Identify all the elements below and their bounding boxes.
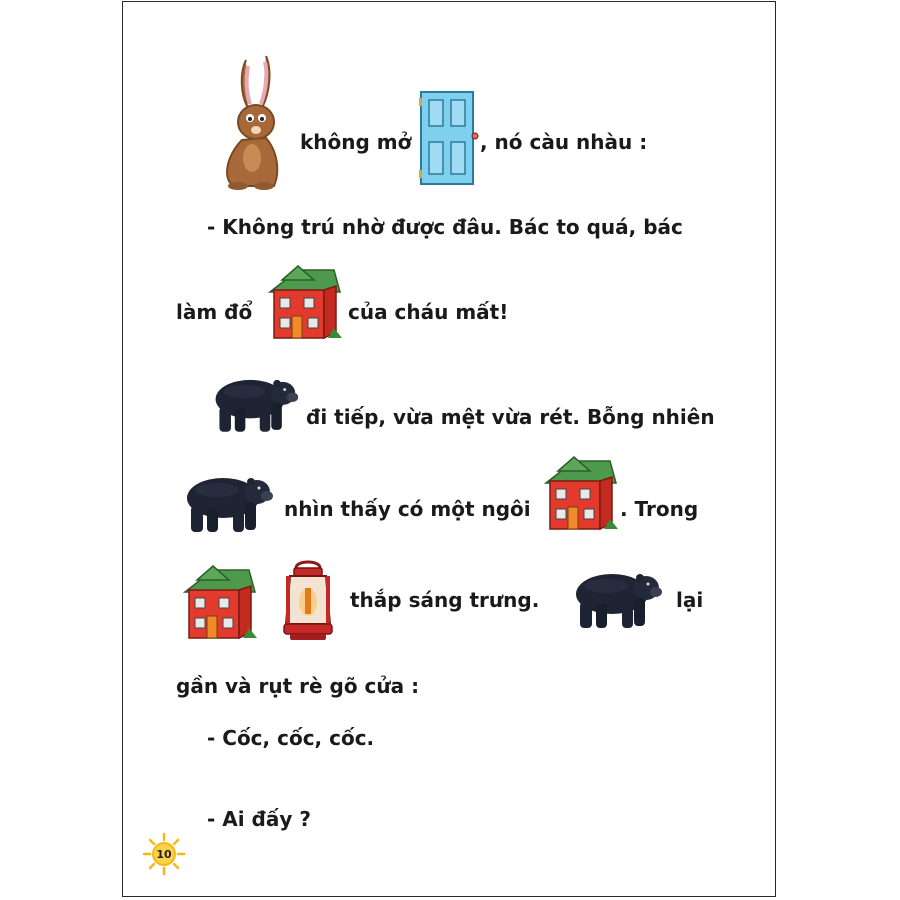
story-line-6: [350, 588, 539, 612]
story-text: thắp sáng trưng.: [350, 588, 540, 612]
story-text: - Cốc, cốc, cốc.: [207, 726, 375, 750]
story-line-3-tail: [348, 300, 508, 324]
house-icon: [540, 453, 620, 533]
story-line-1: [300, 130, 411, 154]
bear-icon: [566, 562, 666, 632]
story-text: , nó càu nhàu :: [480, 130, 648, 154]
story-text: đi tiếp, vừa mệt vừa rét. Bỗng nhiên: [306, 405, 715, 429]
door-icon: [417, 88, 479, 188]
story-text: - Không trú nhờ được đâu. Bác to quá, bác: [207, 215, 683, 239]
page-number: 10: [156, 847, 172, 861]
bear-icon: [177, 466, 277, 536]
story-line-3: [176, 300, 252, 324]
story-line-1-tail: [480, 130, 647, 154]
story-line-4: [306, 405, 715, 429]
house-icon: [179, 562, 259, 642]
story-text: lại: [676, 588, 704, 612]
story-line-2: [207, 215, 683, 239]
bear-icon: [206, 368, 302, 436]
house-icon: [264, 262, 344, 342]
story-line-7: [176, 674, 419, 698]
story-text: của cháu mất!: [348, 300, 509, 324]
story-line-6-tail: [676, 588, 703, 612]
story-line-8: [207, 726, 374, 750]
story-line-5-tail: [620, 497, 698, 521]
rabbit-icon: [218, 52, 284, 190]
lantern-icon: [280, 558, 336, 644]
story-text: làm đổ: [176, 300, 253, 324]
story-text: - Ai đấy ?: [207, 807, 311, 831]
story-line-9: [207, 807, 311, 831]
story-text: nhìn thấy có một ngôi: [284, 497, 531, 521]
story-line-5: [284, 497, 531, 521]
story-text: gần và rụt rè gõ cửa :: [176, 674, 420, 698]
page-number-badge: [142, 832, 186, 876]
story-text: không mở: [300, 130, 412, 154]
story-text: . Trong: [620, 497, 699, 521]
